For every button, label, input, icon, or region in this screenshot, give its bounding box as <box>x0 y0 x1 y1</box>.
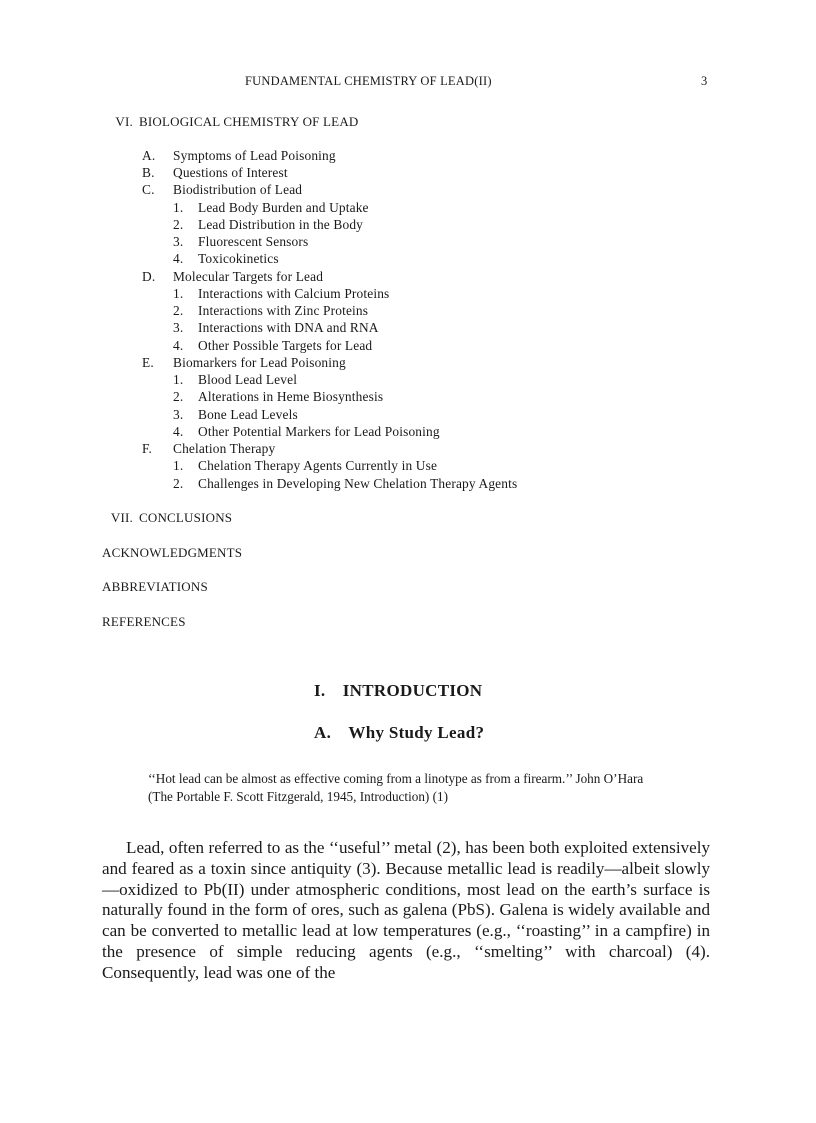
page-number: 3 <box>701 74 708 88</box>
toc-item-number: 2. <box>173 389 184 404</box>
toc-section-title: BIOLOGICAL CHEMISTRY OF LEAD <box>139 114 359 129</box>
toc-references: REFERENCES <box>102 614 186 629</box>
toc-item-number: 2. <box>173 303 184 318</box>
toc-item-number: 4. <box>173 338 184 353</box>
toc-subsection-letter: E. <box>142 355 154 370</box>
toc-section-number: VII. <box>110 510 133 525</box>
toc-item-number: 1. <box>173 200 184 215</box>
toc-item-number: 2. <box>173 217 184 232</box>
toc-item-title: Lead Body Burden and Uptake <box>198 200 369 215</box>
toc-subsection-letter: B. <box>142 165 155 180</box>
toc-item-title: Interactions with Calcium Proteins <box>198 286 390 301</box>
toc-item-title: Fluorescent Sensors <box>198 234 309 249</box>
toc-subsection-letter: D. <box>142 269 156 284</box>
toc-item-title: Chelation Therapy Agents Currently in Use <box>198 458 438 473</box>
subsection-heading-why-study-lead: A. Why Study Lead? <box>314 723 485 742</box>
toc-item-title: Other Potential Markers for Lead Poisoning <box>198 424 440 439</box>
toc-subsection-title: Biodistribution of Lead <box>173 182 303 197</box>
toc-item-number: 3. <box>173 320 184 335</box>
toc-item-title: Challenges in Developing New Chelation Therapy Agents <box>198 476 518 491</box>
toc-section-number: VI. <box>115 114 133 129</box>
epigraph-line-2: (The Portable F. Scott Fitzgerald, 1945, Introduction) (1) <box>148 789 448 804</box>
intro-paragraph: Lead, often referred to as the ‘‘useful’’ metal (2), has been both exploited extensively and feared as a toxin since antiquity (3). Because metallic lead is readily—albeit slowly—oxidized to Pb(II) under atmospheric conditions, most lead on the earth’s surface is naturally found in the form of ores, such as galena (PbS). Galena is widely available and can be converted to metallic lead at low temperatures (e.g., ‘‘roasting’’ in a campfire) in the presence of simple reducing agents (e.g., ‘‘smelting’’ with charcoal) (4). Consequently, lead was one of the <box>102 838 710 982</box>
section-heading-introduction: I. INTRODUCTION <box>314 681 483 700</box>
toc-item-number: 2. <box>173 476 184 491</box>
toc-section-title: CONCLUSIONS <box>139 510 233 525</box>
toc-item-title: Alterations in Heme Biosynthesis <box>198 389 384 404</box>
toc-item-number: 4. <box>173 251 184 266</box>
epigraph-line-1: ‘‘Hot lead can be almost as effective coming from a linotype as from a firearm.’’ John O’Hara <box>148 771 644 786</box>
toc-item-number: 1. <box>173 286 184 301</box>
running-title: FUNDAMENTAL CHEMISTRY OF LEAD(II) <box>245 74 492 88</box>
toc-item-title: Lead Distribution in the Body <box>198 217 364 232</box>
toc-item-title: Toxicokinetics <box>198 251 279 266</box>
toc-item-number: 1. <box>173 372 184 387</box>
toc-item-number: 4. <box>173 424 184 439</box>
toc-subsection-letter: C. <box>142 182 155 197</box>
toc-subsection-title: Biomarkers for Lead Poisoning <box>173 355 346 370</box>
toc-section-vii <box>99 510 232 526</box>
toc-item-title: Bone Lead Levels <box>198 407 298 422</box>
epigraph <box>148 770 713 806</box>
toc-subsection-title: Questions of Interest <box>173 165 288 180</box>
toc-subsection-letter: A. <box>142 148 156 163</box>
toc-item-number: 3. <box>173 407 184 422</box>
toc-item-title: Interactions with DNA and RNA <box>198 320 379 335</box>
toc-acknowledgments: ACKNOWLEDGMENTS <box>102 545 243 560</box>
toc-subsection-title: Chelation Therapy <box>173 441 276 456</box>
toc-item-number: 1. <box>173 458 184 473</box>
toc-item-title: Interactions with Zinc Proteins <box>198 303 369 318</box>
toc-abbreviations: ABBREVIATIONS <box>102 579 208 594</box>
toc-item-title: Other Possible Targets for Lead <box>198 338 373 353</box>
toc-item-number: 3. <box>173 234 184 249</box>
toc-subsection-title: Symptoms of Lead Poisoning <box>173 148 336 163</box>
toc-subsection-title: Molecular Targets for Lead <box>173 269 324 284</box>
toc-section-vi <box>99 114 359 130</box>
toc-item-title: Blood Lead Level <box>198 372 298 387</box>
toc-subsection-letter: F. <box>142 441 153 456</box>
